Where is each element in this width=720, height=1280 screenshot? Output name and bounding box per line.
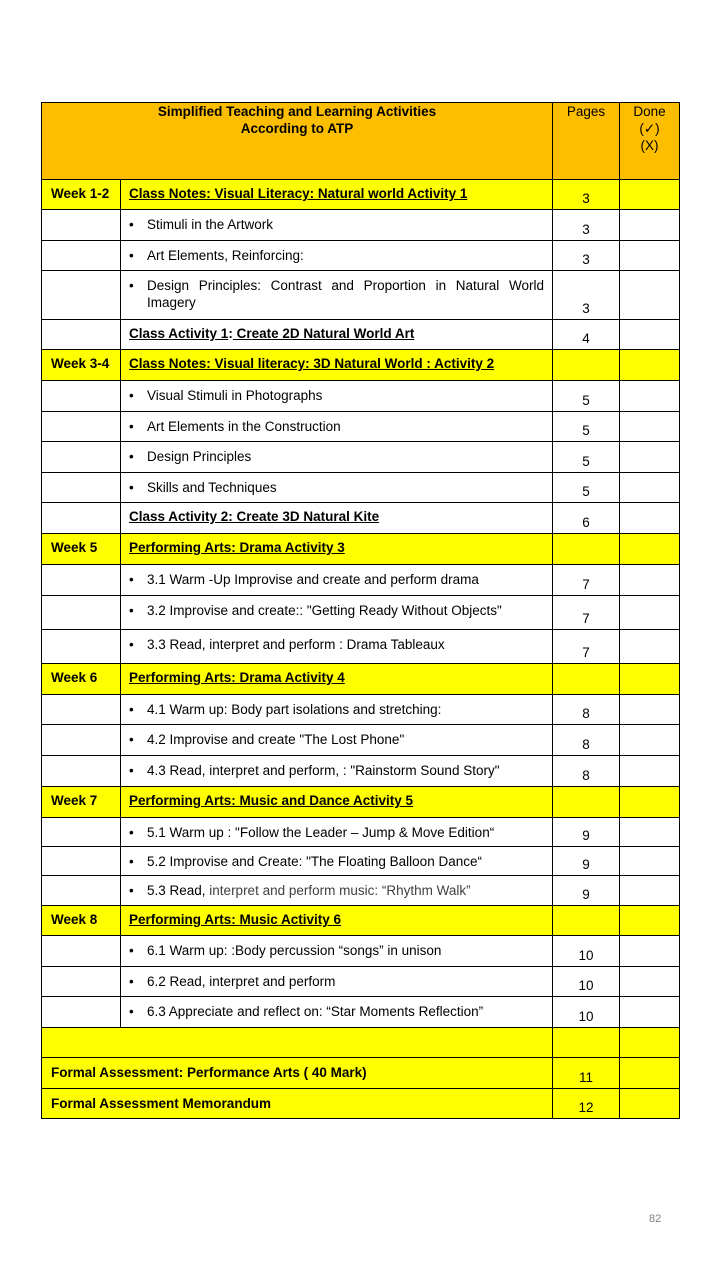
page-cell: 5 [553, 412, 620, 442]
table-row [42, 818, 680, 847]
list-item: • 4.1 Warm up: Body part isolations and stretching: [121, 695, 553, 725]
page-cell [553, 350, 620, 381]
activities-table [41, 102, 680, 1119]
list-item: • Design Principles [121, 442, 553, 473]
list-item: • Art Elements in the Construction [121, 412, 553, 442]
table-row [42, 534, 680, 565]
bullet-icon: • [129, 732, 134, 747]
done-cell [620, 503, 680, 534]
list-item: • 5.3 Read, interpret and perform music: “Rhythm Walk” [121, 876, 553, 906]
done-cell [620, 967, 680, 997]
page-cell: 3 [553, 271, 620, 320]
table-row [42, 906, 680, 936]
list-item: • Skills and Techniques [121, 473, 553, 503]
bullet-icon: • [129, 572, 134, 587]
done-cell [620, 350, 680, 381]
page-cell: 8 [553, 725, 620, 756]
page-cell: 7 [553, 565, 620, 596]
page-cell: 9 [553, 876, 620, 906]
topic-heading: Performing Arts: Drama Activity 4 [121, 664, 553, 695]
done-cell [620, 565, 680, 596]
list-item: • 5.1 Warm up : "Follow the Leader – Jump & Move Edition“ [121, 818, 553, 847]
bullet-icon: • [129, 637, 134, 652]
bullet-icon: • [129, 449, 134, 464]
table-row [42, 381, 680, 412]
list-item: • 4.3 Read, interpret and perform, : "Rainstorm Sound Story" [121, 756, 553, 787]
topic-heading: Class Notes: Visual Literacy: Natural world Activity 1 [121, 180, 553, 210]
topic-heading: Performing Arts: Music Activity 6 [121, 906, 553, 936]
done-cell [620, 695, 680, 725]
table-title: Simplified Teaching and Learning Activities According to ATP [42, 103, 553, 180]
page-cell: 11 [553, 1058, 620, 1089]
table-row [42, 787, 680, 818]
bullet-icon: • [129, 1004, 134, 1019]
list-item: • 3.2 Improvise and create:: "Getting Ready Without Objects" [121, 596, 553, 630]
list-item: • 6.1 Warm up: :Body percussion “songs” in unison [121, 936, 553, 967]
page-cell: 3 [553, 210, 620, 241]
topic-heading: Performing Arts: Music and Dance Activity 5 [121, 787, 553, 818]
bullet-icon: • [129, 480, 134, 495]
done-cell [620, 664, 680, 695]
done-header: Done (✓) (X) [620, 103, 680, 180]
page-cell: 9 [553, 818, 620, 847]
page-number: 82 [649, 1213, 662, 1225]
done-cell [620, 725, 680, 756]
page-cell: 6 [553, 503, 620, 534]
page-cell: 10 [553, 997, 620, 1028]
done-cell [620, 787, 680, 818]
page-cell: 12 [553, 1089, 620, 1119]
bullet-icon: • [129, 854, 134, 869]
formal-assessment-memo: Formal Assessment Memorandum [42, 1089, 553, 1119]
done-cell [620, 1089, 680, 1119]
class-activity: Class Activity 1: Create 2D Natural World Art [121, 320, 553, 350]
list-item: • 4.2 Improvise and create "The Lost Phone" [121, 725, 553, 756]
done-cell [620, 320, 680, 350]
table-row [42, 350, 680, 381]
class-activity: Class Activity 2: Create 3D Natural Kite [121, 503, 553, 534]
done-cell [620, 818, 680, 847]
table-row [42, 503, 680, 534]
page-cell: 5 [553, 381, 620, 412]
table-row [42, 967, 680, 997]
week-label: Week 5 [42, 534, 121, 565]
check-icon: (✓) [639, 121, 660, 136]
bullet-icon: • [129, 419, 134, 434]
page-cell: 4 [553, 320, 620, 350]
done-cell [620, 630, 680, 664]
table-row [42, 442, 680, 473]
page-cell: 5 [553, 473, 620, 503]
list-item: • 5.2 Improvise and Create: "The Floating Balloon Dance“ [121, 847, 553, 876]
pages-header: Pages [553, 103, 620, 180]
table-row [42, 695, 680, 725]
done-cell [620, 210, 680, 241]
page-cell [553, 787, 620, 818]
list-item: • Visual Stimuli in Photographs [121, 381, 553, 412]
table-row [42, 412, 680, 442]
done-cell [620, 412, 680, 442]
table-row [42, 847, 680, 876]
page-cell: 7 [553, 630, 620, 664]
done-cell [620, 534, 680, 565]
done-cell [620, 442, 680, 473]
bullet-icon: • [129, 388, 134, 403]
week-label: Week 8 [42, 906, 121, 936]
page-cell: 3 [553, 241, 620, 271]
page-cell [553, 664, 620, 695]
week-label: Week 3-4 [42, 350, 121, 381]
page-cell: 5 [553, 442, 620, 473]
bullet-icon: • [129, 603, 134, 618]
table-row [42, 1058, 680, 1089]
done-cell [620, 1058, 680, 1089]
done-cell [620, 906, 680, 936]
topic-heading: Performing Arts: Drama Activity 3 [121, 534, 553, 565]
bullet-icon: • [129, 943, 134, 958]
list-item: • Stimuli in the Artwork [121, 210, 553, 241]
page-cell: 8 [553, 695, 620, 725]
table-row [42, 271, 680, 320]
week-label: Week 6 [42, 664, 121, 695]
bullet-icon: • [129, 883, 134, 898]
table-row [42, 725, 680, 756]
week-label: Week 7 [42, 787, 121, 818]
done-cell [620, 473, 680, 503]
page-cell: 10 [553, 936, 620, 967]
bullet-icon: • [129, 825, 134, 840]
done-cell [620, 847, 680, 876]
page-cell: 9 [553, 847, 620, 876]
page-cell [553, 906, 620, 936]
table-row [42, 664, 680, 695]
done-cell [620, 241, 680, 271]
list-item: • Design Principles: Contrast and Proportion in Natural World Imagery [121, 271, 553, 320]
topic-heading: Class Notes: Visual literacy: 3D Natural World : Activity 2 [121, 350, 553, 381]
done-cell [620, 596, 680, 630]
list-item: • 6.2 Read, interpret and perform [121, 967, 553, 997]
page-cell: 10 [553, 967, 620, 997]
list-item: • 3.1 Warm -Up Improvise and create and perform drama [121, 565, 553, 596]
done-cell [620, 876, 680, 906]
bullet-icon: • [129, 974, 134, 989]
table-row [42, 1089, 680, 1119]
table-row-empty [42, 1028, 680, 1058]
table-header-row [42, 103, 680, 180]
bullet-icon: • [129, 217, 134, 232]
table-row [42, 473, 680, 503]
table-row [42, 320, 680, 350]
done-cell [620, 756, 680, 787]
done-cell [620, 180, 680, 210]
bullet-icon: • [129, 278, 134, 293]
table-row [42, 630, 680, 664]
bullet-icon: • [129, 702, 134, 717]
table-row [42, 210, 680, 241]
done-cell [620, 997, 680, 1028]
formal-assessment: Formal Assessment: Performance Arts ( 40 Mark) [42, 1058, 553, 1089]
table-row [42, 997, 680, 1028]
table-row [42, 756, 680, 787]
page-cell [553, 534, 620, 565]
done-cell [620, 271, 680, 320]
list-item: • 3.3 Read, interpret and perform : Drama Tableaux [121, 630, 553, 664]
table-row [42, 565, 680, 596]
table-row [42, 596, 680, 630]
table-row [42, 180, 680, 210]
done-cell [620, 381, 680, 412]
bullet-icon: • [129, 248, 134, 263]
bullet-icon: • [129, 763, 134, 778]
table-row [42, 876, 680, 906]
table-row [42, 936, 680, 967]
list-item: • Art Elements, Reinforcing: [121, 241, 553, 271]
page-cell: 8 [553, 756, 620, 787]
table-row [42, 241, 680, 271]
page-cell: 7 [553, 596, 620, 630]
week-label: Week 1-2 [42, 180, 121, 210]
page-cell: 3 [553, 180, 620, 210]
list-item: • 6.3 Appreciate and reflect on: “Star Moments Reflection” [121, 997, 553, 1028]
done-cell [620, 936, 680, 967]
